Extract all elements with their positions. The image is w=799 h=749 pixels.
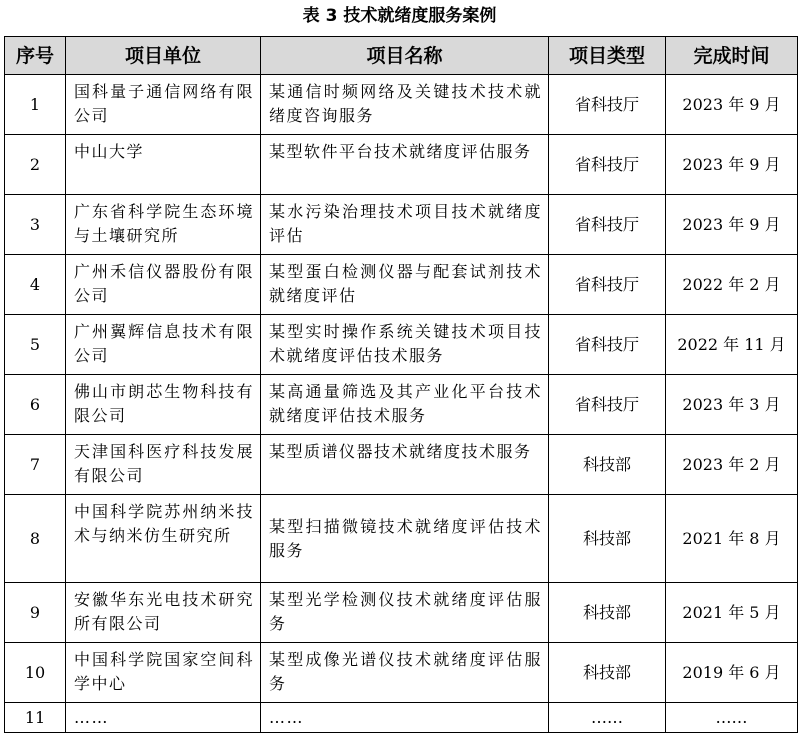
cell-unit: 国科量子通信网络有限公司 (66, 75, 261, 135)
table-row (5, 703, 798, 733)
cell-name: 某型扫描微镜技术就绪度评估技术服务 (261, 495, 549, 583)
cell-name: 某型蛋白检测仪器与配套试剂技术就绪度评估 (261, 255, 549, 315)
cell-date: 2022 年 2 月 (666, 255, 798, 315)
table-row (5, 75, 798, 135)
cell-type: 省科技厅 (549, 195, 666, 255)
cell-type: 科技部 (549, 495, 666, 583)
cell-type: 省科技厅 (549, 255, 666, 315)
cell-index: 3 (5, 195, 66, 255)
cell-type: 省科技厅 (549, 135, 666, 195)
cell-name: 某高通量筛选及其产业化平台技术就绪度评估技术服务 (261, 375, 549, 435)
cell-date: 2019 年 6 月 (666, 643, 798, 703)
cell-type: 科技部 (549, 435, 666, 495)
cell-date: 2023 年 9 月 (666, 195, 798, 255)
cell-name: 某型光学检测仪技术就绪度评估服务 (261, 583, 549, 643)
header-index: 序号 (5, 37, 66, 75)
cell-name: 某型软件平台技术就绪度评估服务 (261, 135, 549, 195)
header-unit: 项目单位 (66, 37, 261, 75)
table-row (5, 315, 798, 375)
cell-unit: …… (66, 703, 261, 733)
cell-date: 2021 年 8 月 (666, 495, 798, 583)
cell-index: 4 (5, 255, 66, 315)
cell-index: 7 (5, 435, 66, 495)
cell-name: …… (261, 703, 549, 733)
cell-type: 省科技厅 (549, 375, 666, 435)
cell-index: 2 (5, 135, 66, 195)
table-row (5, 583, 798, 643)
header-type: 项目类型 (549, 37, 666, 75)
cell-unit: 广东省科学院生态环境与土壤研究所 (66, 195, 261, 255)
cell-unit: 广州翼辉信息技术有限公司 (66, 315, 261, 375)
cell-index: 5 (5, 315, 66, 375)
header-name: 项目名称 (261, 37, 549, 75)
cell-date: 2023 年 9 月 (666, 135, 798, 195)
cell-date: 2023 年 9 月 (666, 75, 798, 135)
cell-unit: 佛山市朗芯生物科技有限公司 (66, 375, 261, 435)
cell-index: 1 (5, 75, 66, 135)
cell-index: 11 (5, 703, 66, 733)
cell-type: 省科技厅 (549, 75, 666, 135)
cell-type: 省科技厅 (549, 315, 666, 375)
cell-name: 某型实时操作系统关键技术项目技术就绪度评估技术服务 (261, 315, 549, 375)
cell-unit: 广州禾信仪器股份有限公司 (66, 255, 261, 315)
cell-date: 2021 年 5 月 (666, 583, 798, 643)
cell-unit: 中国科学院苏州纳米技术与纳米仿生研究所 (66, 495, 261, 583)
cell-unit: 中国科学院国家空间科学中心 (66, 643, 261, 703)
table-row (5, 495, 798, 583)
table-row (5, 375, 798, 435)
cell-index: 8 (5, 495, 66, 583)
cell-index: 6 (5, 375, 66, 435)
header-date: 完成时间 (666, 37, 798, 75)
cell-index: 9 (5, 583, 66, 643)
cell-date: 2023 年 3 月 (666, 375, 798, 435)
cell-name: 某型成像光谱仪技术就绪度评估服务 (261, 643, 549, 703)
cell-name: 某型质谱仪器技术就绪度技术服务 (261, 435, 549, 495)
cell-unit: 天津国科医疗科技发展有限公司 (66, 435, 261, 495)
cell-type: …… (549, 703, 666, 733)
cell-date: …… (666, 703, 798, 733)
cell-type: 科技部 (549, 643, 666, 703)
table-row (5, 435, 798, 495)
cell-unit: 安徽华东光电技术研究所有限公司 (66, 583, 261, 643)
cell-unit: 中山大学 (66, 135, 261, 195)
cell-name: 某通信时频网络及关键技术技术就绪度咨询服务 (261, 75, 549, 135)
table-header-row (5, 37, 798, 75)
table-row (5, 195, 798, 255)
table-row (5, 255, 798, 315)
table-row (5, 643, 798, 703)
table-row (5, 135, 798, 195)
cell-name: 某水污染治理技术项目技术就绪度评估 (261, 195, 549, 255)
service-cases-table (4, 36, 798, 733)
cell-date: 2022 年 11 月 (666, 315, 798, 375)
cell-index: 10 (5, 643, 66, 703)
table-caption: 表 3 技术就绪度服务案例 (302, 6, 497, 26)
cell-type: 科技部 (549, 583, 666, 643)
cell-date: 2023 年 2 月 (666, 435, 798, 495)
